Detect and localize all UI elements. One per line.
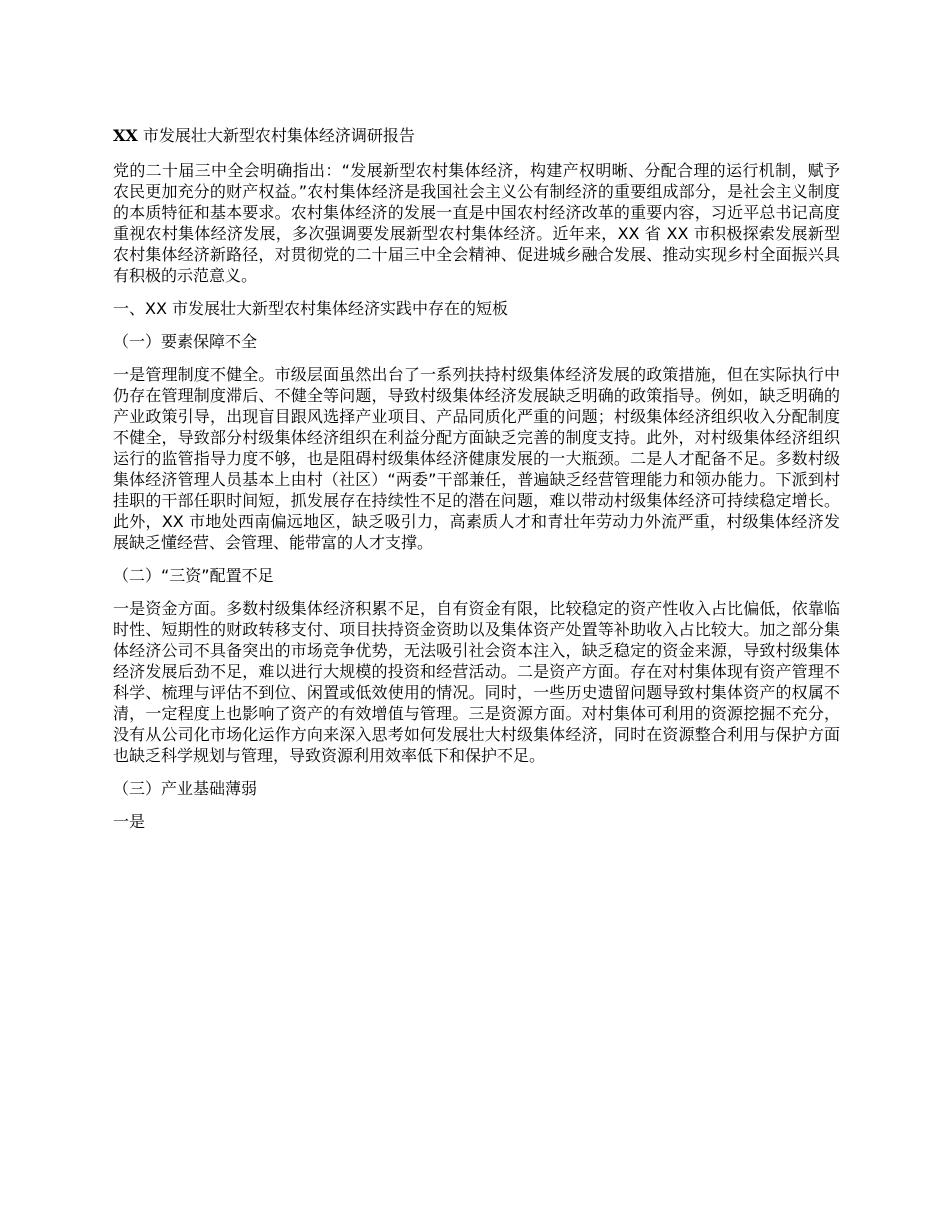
document-title-text: 市发展壮大新型农村集体经济调研报告 bbox=[137, 126, 415, 145]
section1-heading: 一、XX 市发展壮大新型农村集体经济实践中存在的短板 bbox=[113, 299, 509, 318]
intro-paragraph: 党的二十届三中全会明确指出：“发展新型农村集体经济，构建产权明晰、分配合理的运行机制，赋予农民更加充分的财产权益。”农村集体经济是我国社会主义公有制经济的重要组成部分，是社会主义制度的本质特征和基本要求。农村集体经济的发展一直是中国农村经济改革的重要内容，习近平总书记高度重视农村集体经济发展，多次强调要发展新型农村集体经济。近年来，XX 省 XX 市积极探索发展新型农村集体经济新路径，对贯彻党的二十届三中全会精神、促进城乡融合发展、推动实现乡村全面振兴具有积极的示范意义。 bbox=[113, 161, 840, 285]
subsection3-paragraph: 一是 bbox=[113, 812, 146, 831]
subsection1-paragraph: 一是管理制度不健全。市级层面虽然出台了一系列扶持村级集体经济发展的政策措施，但在实际执行中仍存在管理制度滞后、不健全等问题，导致村级集体经济发展缺乏明确的政策指导。例如，缺乏明确的产业政策引导，出现盲目跟风选择产业项目、产品同质化严重的问题；村级集体经济组织收入分配制度不健全，导致部分村级集体经济组织在利益分配方面缺乏完善的制度支持。此外，对村级集体经济组织运行的监管指导力度不够，也是阻碍村级集体经济健康发展的一大瓶颈。二是人才配备不足。多数村级集体经济管理人员基本上由村（社区）“两委”干部兼任，普遍缺乏经营管理能力和领办能力。下派到村挂职的干部任职时间短，抓发展存在持续性不足的潜在问题，难以带动村级集体经济可持续稳定增长。此外，XX 市地处西南偏远地区，缺乏吸引力，高素质人才和青壮年劳动力外流严重，村级集体经济发展缺乏懂经营、会管理、能带富的人才支撑。 bbox=[113, 365, 840, 552]
subsection2-paragraph: 一是资金方面。多数村级集体经济积累不足，自有资金有限，比较稳定的资产性收入占比偏低，依靠临时性、短期性的财政转移支付、项目扶持资金资助以及集体资产处置等补助收入占比较大。加之部分集体经济公司不具备突出的市场竞争优势，无法吸引社会资本注入，缺乏稳定的资金来源，导致村级集体经济发展后劲不足，难以进行大规模的投资和经营活动。二是资产方面。存在对村集体现有资产管理不科学、梳理与评估不到位、闲置或低效使用的情况。同时，一些历史遗留问题导致村集体资产的权属不清，一定程度上也影响了资产的有效增值与管理。三是资源方面。对村集体可利用的资源挖掘不充分，没有从公司化市场化运作方向来深入思考如何发展壮大村级集体经济，同时在资源整合利用与保护方面也缺乏科学规划与管理，导致资源利用效率低下和保护不足。 bbox=[113, 599, 840, 765]
subsection3-heading: （三）产业基础薄弱 bbox=[113, 779, 258, 798]
subsection1-heading: （一）要素保障不全 bbox=[113, 332, 258, 351]
document-page bbox=[113, 124, 840, 844]
document-title-prefix: XX bbox=[113, 126, 138, 145]
subsection2-heading: （二）“三资”配置不足 bbox=[113, 566, 274, 585]
document-title bbox=[113, 124, 840, 148]
